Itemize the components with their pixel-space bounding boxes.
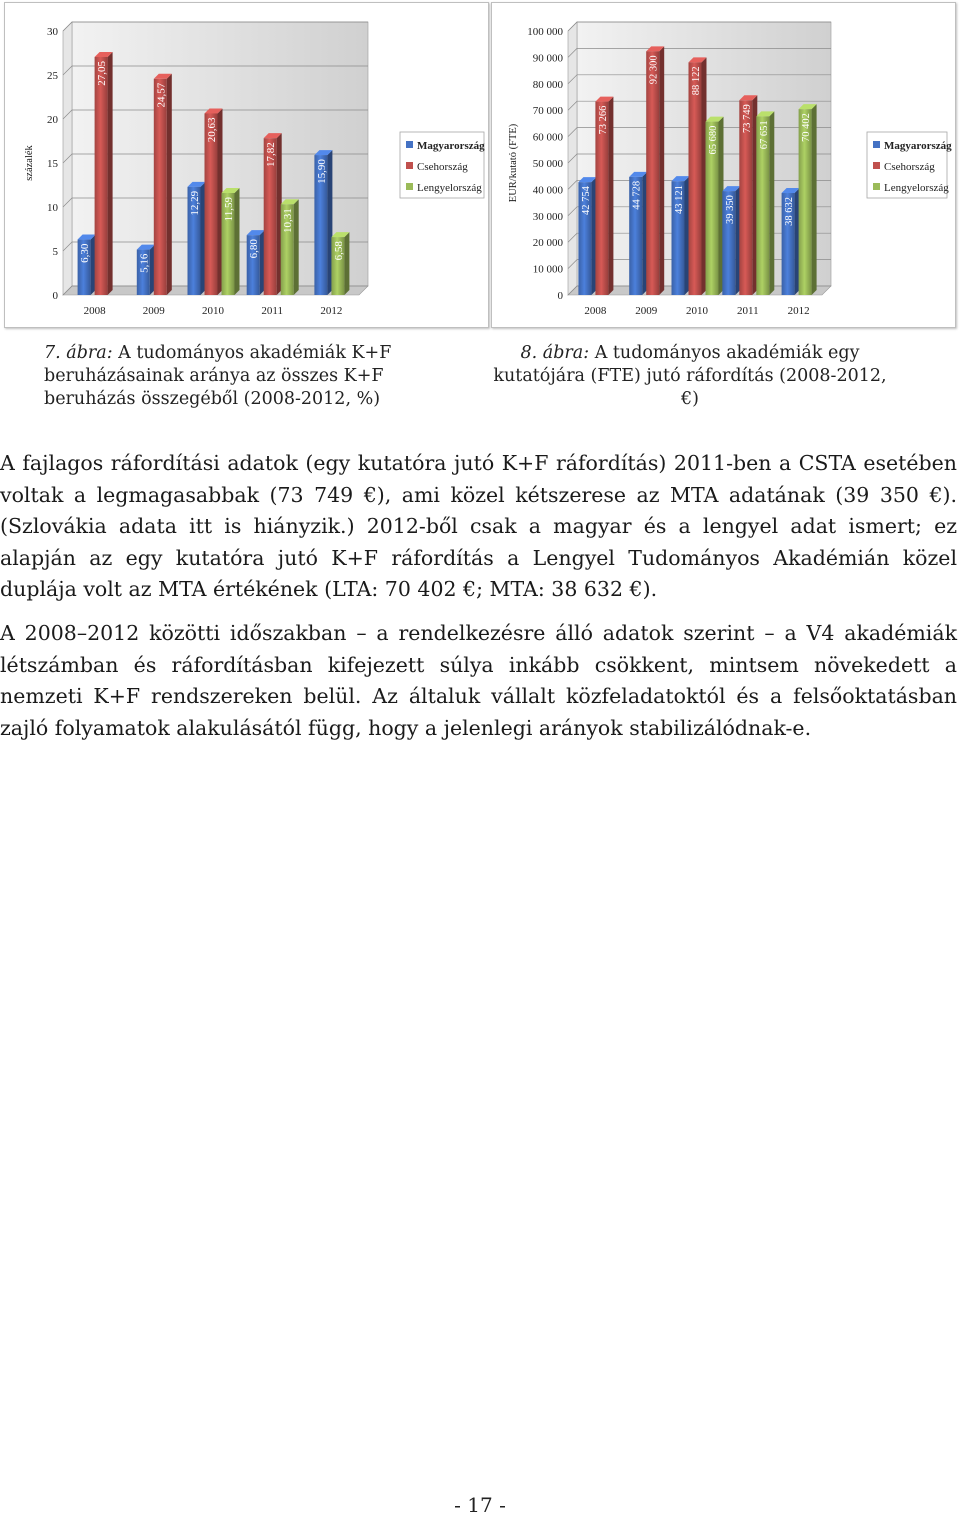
bar-value-label: 70 402 [801, 113, 813, 143]
legend-label: Lengyelország [884, 182, 949, 194]
x-tick-label: 2012 [787, 305, 810, 317]
y-tick-label: 60 000 [532, 131, 563, 144]
bar-value-label: 27,05 [96, 60, 109, 86]
y-tick-label: 15 [47, 158, 58, 170]
chart-fig8 [491, 2, 956, 328]
legend-swatch [873, 141, 880, 148]
legend-swatch [406, 141, 413, 148]
bar-side [108, 52, 113, 295]
bar-value-label: 17,82 [265, 142, 278, 167]
chart-fig7-svg [5, 3, 488, 327]
bar-value-label: 5,16 [138, 253, 151, 273]
y-tick-label: 0 [557, 290, 563, 302]
x-tick-label: 2008 [584, 305, 607, 317]
bar-value-label: 92 300 [648, 55, 660, 85]
x-tick-label: 2011 [261, 305, 283, 317]
legend-swatch [406, 162, 413, 169]
body-paragraph-1: A fajlagos ráfordítási adatok (egy kutatóra jutó K+F ráfordítás) 2011-ben a CSTA esetében voltak a legmagasabbak (73 749 €), ami közel kétszerese az MTA adatának (39 350 €). (Szlovákia adata itt is hiányzik.) 2012-ből csak a magyar és a lengyel adat ismert; ez alapján az egy kutatóra jutó K+F ráfordítás a Lengyel Tudományos Akadémián közel duplája volt az MTA értékének (LTA: 70 402 €; MTA: 38 632 €). [0, 451, 957, 601]
bar-value-label: 12,29 [189, 190, 201, 216]
y-tick-label: 70 000 [532, 105, 563, 118]
caption-fig7-lead: 7. ábra: [44, 343, 113, 363]
bar-value-label: 67 651 [758, 120, 770, 150]
legend-label: Magyarország [417, 140, 485, 152]
legend-swatch [873, 162, 880, 169]
body-paragraph-2: A 2008–2012 közötti időszakban – a rendelkezésre álló adatok szerint – a V4 akadémiák létszámban és ráfordításban kifejezett súlya inkább csökkent, mintsem növekedett a nemzeti K+F rendszereken belül. Az általuk vállalt közfeladatoktól és a felsőoktatásban zajló folyamatok alakulásától függ, hogy a jelenlegi arányok stabilizálódnak-e. [0, 621, 957, 740]
x-tick-label: 2011 [737, 305, 759, 317]
bar-value-label: 20,63 [206, 117, 218, 143]
y-tick-label: 10 [47, 202, 58, 214]
x-tick-label: 2008 [83, 305, 106, 317]
y-axis-label: EUR/kutató (FTE) [508, 123, 519, 203]
bar-value-label: 39 350 [724, 195, 736, 224]
y-tick-label: 40 000 [532, 184, 563, 197]
bar-value-label: 10,31 [282, 208, 295, 234]
bar [646, 51, 659, 295]
bar-value-label: 65 680 [708, 125, 719, 155]
bar [689, 62, 702, 295]
legend-label: Csehország [884, 161, 935, 173]
y-tick-label: 30 [47, 26, 58, 38]
legend-label: Csehország [417, 161, 468, 173]
bar-side [167, 74, 172, 295]
caption-fig8-lead: 8. ábra: [520, 343, 590, 363]
bar-value-label: 11,59 [223, 197, 235, 222]
bar-value-label: 6,80 [248, 239, 261, 259]
y-axis-label: százalék [24, 145, 35, 181]
bar-side [608, 97, 613, 295]
x-tick-label: 2012 [320, 305, 343, 317]
caption-fig7-text: A tudományos akadémiák K+F beruházásainak aránya az összes K+F beruházás összegéből (2008-2012, %) [44, 343, 392, 409]
bar-side [812, 104, 817, 295]
legend-label: Magyarország [884, 140, 952, 152]
legend-swatch [873, 183, 880, 190]
legend-swatch [406, 183, 413, 190]
bar-value-label: 15,90 [315, 159, 328, 184]
bar-side [769, 111, 774, 295]
bar-value-label: 44 728 [631, 180, 643, 210]
caption-fig8 [490, 342, 890, 411]
y-tick-label: 90 000 [532, 52, 563, 65]
page-number: - 17 - [454, 1493, 506, 1517]
bar-value-label: 42 754 [580, 186, 592, 216]
y-tick-label: 25 [47, 70, 58, 82]
bar-side [344, 232, 349, 295]
bar-value-label: 73 266 [597, 105, 609, 135]
bar [154, 79, 167, 295]
x-tick-label: 2010 [202, 305, 224, 317]
chart-fig7 [4, 2, 489, 328]
y-tick-label: 10 000 [532, 263, 563, 276]
y-tick-label: 20 000 [532, 237, 563, 250]
bar-value-label: 43 121 [674, 185, 685, 215]
y-tick-label: 80 000 [532, 78, 563, 91]
caption-fig7 [44, 342, 424, 411]
bar-side [659, 46, 664, 295]
legend-label: Lengyelország [417, 182, 482, 194]
y-tick-label: 0 [52, 290, 58, 302]
x-tick-label: 2009 [635, 305, 658, 317]
bar-side [294, 199, 299, 295]
bar-value-label: 73 749 [741, 104, 753, 134]
bar-value-label: 6,30 [79, 243, 92, 263]
bar-value-label: 88 122 [691, 66, 702, 96]
x-tick-label: 2010 [686, 305, 708, 317]
bar-side [235, 188, 240, 295]
y-tick-label: 30 000 [532, 210, 563, 223]
y-tick-label: 50 000 [532, 158, 563, 170]
bar [95, 57, 108, 295]
bar-value-label: 24,57 [155, 82, 168, 108]
x-tick-label: 2009 [142, 305, 165, 317]
y-tick-label: 100 000 [527, 26, 563, 38]
bar-value-label: 38 632 [784, 197, 796, 226]
bar-value-label: 6,58 [332, 241, 345, 261]
y-tick-label: 5 [52, 246, 58, 258]
y-tick-label: 20 [47, 114, 58, 126]
chart-fig8-svg [492, 3, 955, 327]
caption-fig8-text: A tudományos akadémiák egy kutatójára (FTE) jutó ráfordítás (2008-2012, €) [493, 343, 887, 409]
